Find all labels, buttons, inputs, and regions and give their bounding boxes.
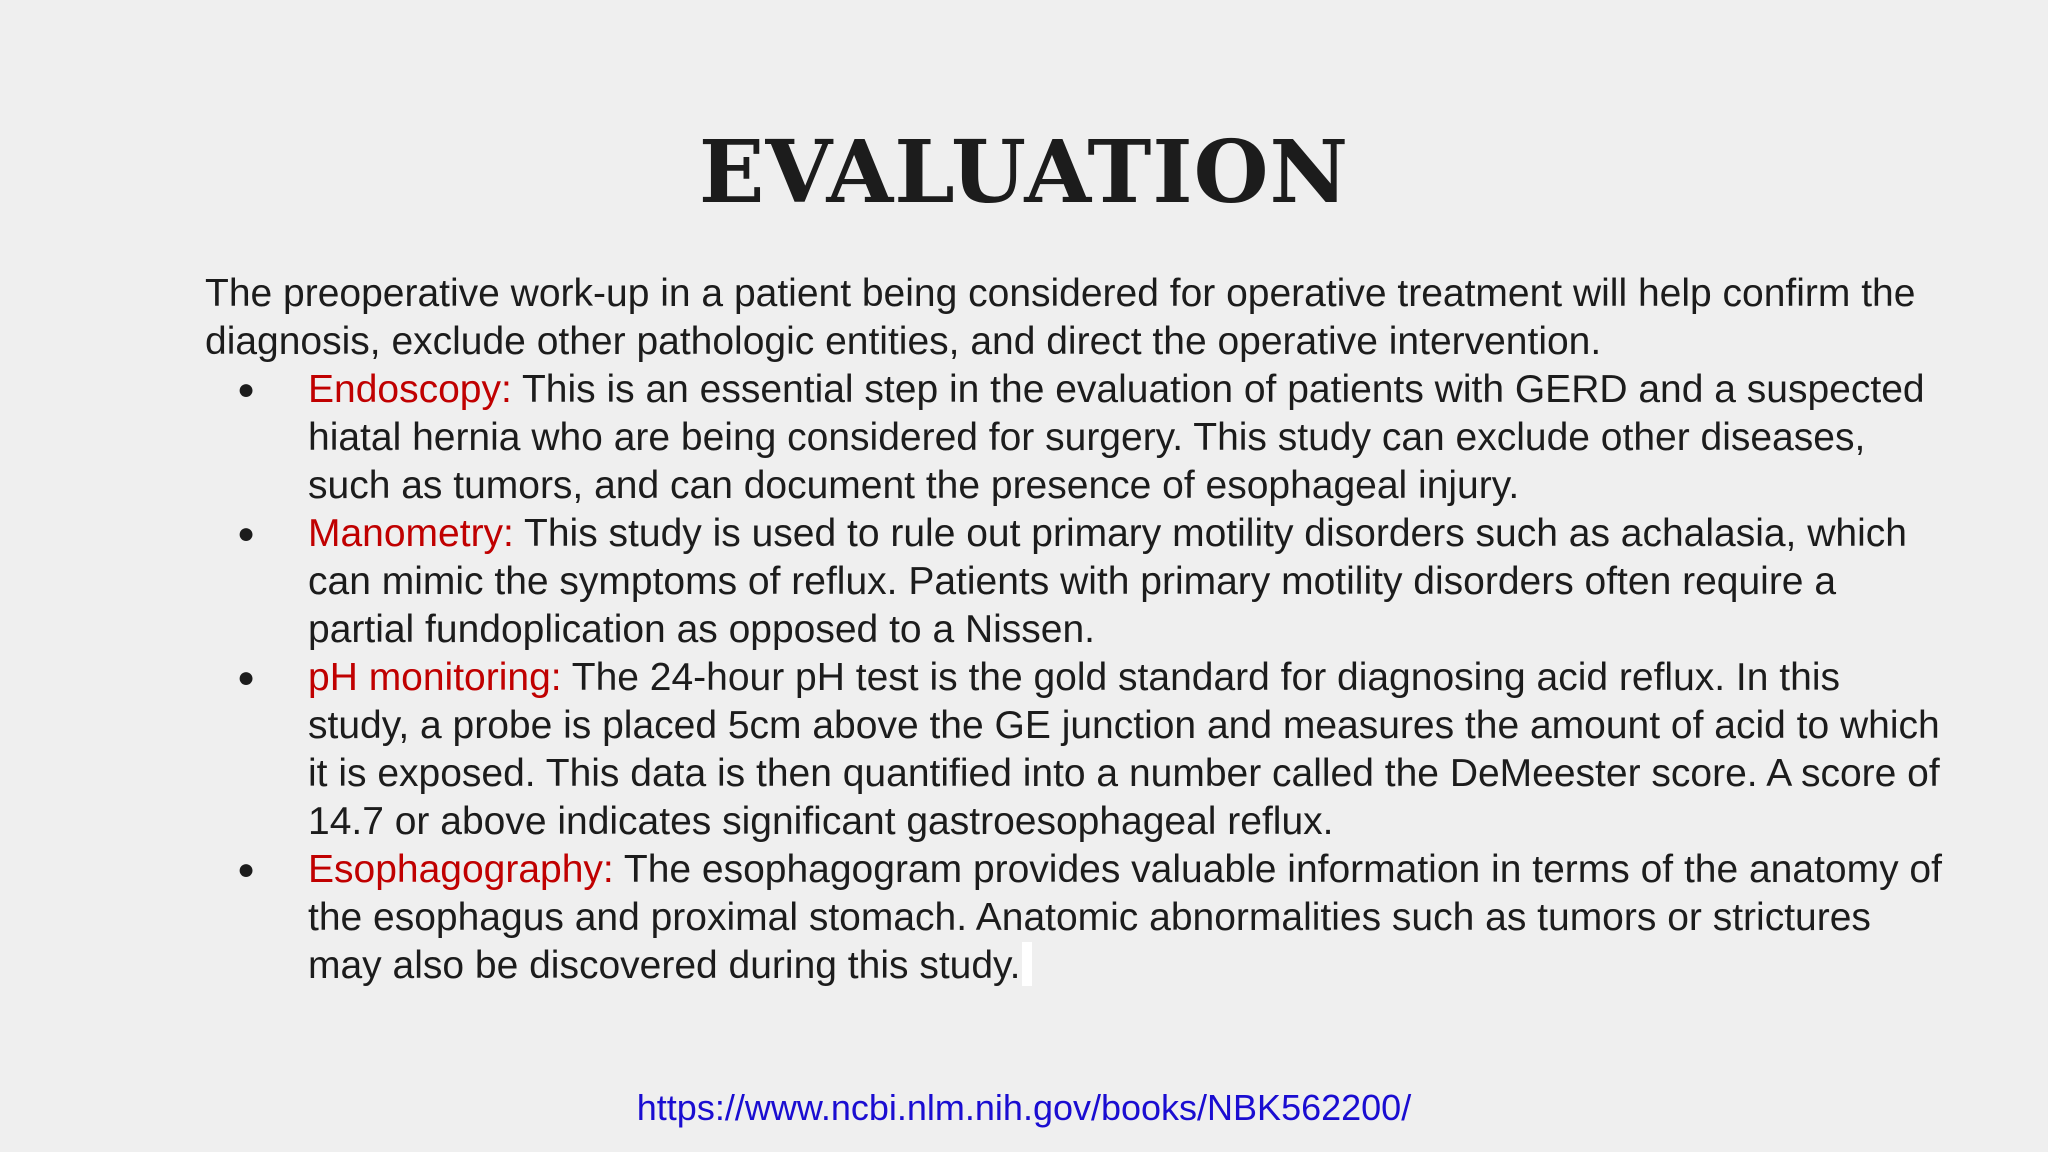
bullet-icon: ● xyxy=(237,373,256,406)
bullet-icon: ● xyxy=(237,661,256,694)
slide-body xyxy=(205,270,1945,990)
bullet-term: Manometry: xyxy=(308,512,514,555)
list-item-ph-monitoring xyxy=(205,654,1945,846)
bullet-text: This is an essential step in the evaluation of patients with GERD and a suspected hiatal hernia who are being considered for surgery. This study can exclude other diseases, such as tumors, and can document the presence of esophageal injury. xyxy=(308,368,1925,507)
evaluation-list xyxy=(205,366,1945,990)
bullet-term: Endoscopy: xyxy=(308,368,512,411)
bullet-text: This study is used to rule out primary motility disorders such as achalasia, which can mimic the symptoms of reflux. Patients with primary motility disorders often require a partial fundoplication as opposed to a Nissen. xyxy=(308,512,1907,651)
bullet-text: The 24-hour pH test is the gold standard for diagnosing acid reflux. In this study, a probe is placed 5cm above the GE junction and measures the amount of acid to which it is exposed. This data is then quantified into a number called the DeMeester score. A score of 14.7 or above indicates significant gastroesophageal reflux. xyxy=(308,656,1940,843)
bullet-term: Esophagography: xyxy=(308,848,614,891)
list-item-esophagography xyxy=(205,846,1945,990)
list-item-endoscopy xyxy=(205,366,1945,510)
intro-paragraph: The preoperative work-up in a patient being considered for operative treatment will help confirm the diagnosis, exclude other pathologic entities, and direct the operative intervention. xyxy=(205,272,1916,363)
bullet-icon: ● xyxy=(237,853,256,886)
list-item-manometry xyxy=(205,510,1945,654)
source-link[interactable]: https://www.ncbi.nlm.nih.gov/books/NBK562200/ xyxy=(636,1087,1412,1128)
slide-title: EVALUATION xyxy=(698,122,1350,223)
bullet-text: The esophagogram provides valuable information in terms of the anatomy of the esophagus and proximal stomach. Anatomic abnormalities such as tumors or strictures may also be discovered during this study. xyxy=(308,848,1942,987)
text-cursor xyxy=(1022,942,1032,986)
bullet-icon: ● xyxy=(237,517,256,550)
bullet-term: pH monitoring: xyxy=(308,656,562,699)
